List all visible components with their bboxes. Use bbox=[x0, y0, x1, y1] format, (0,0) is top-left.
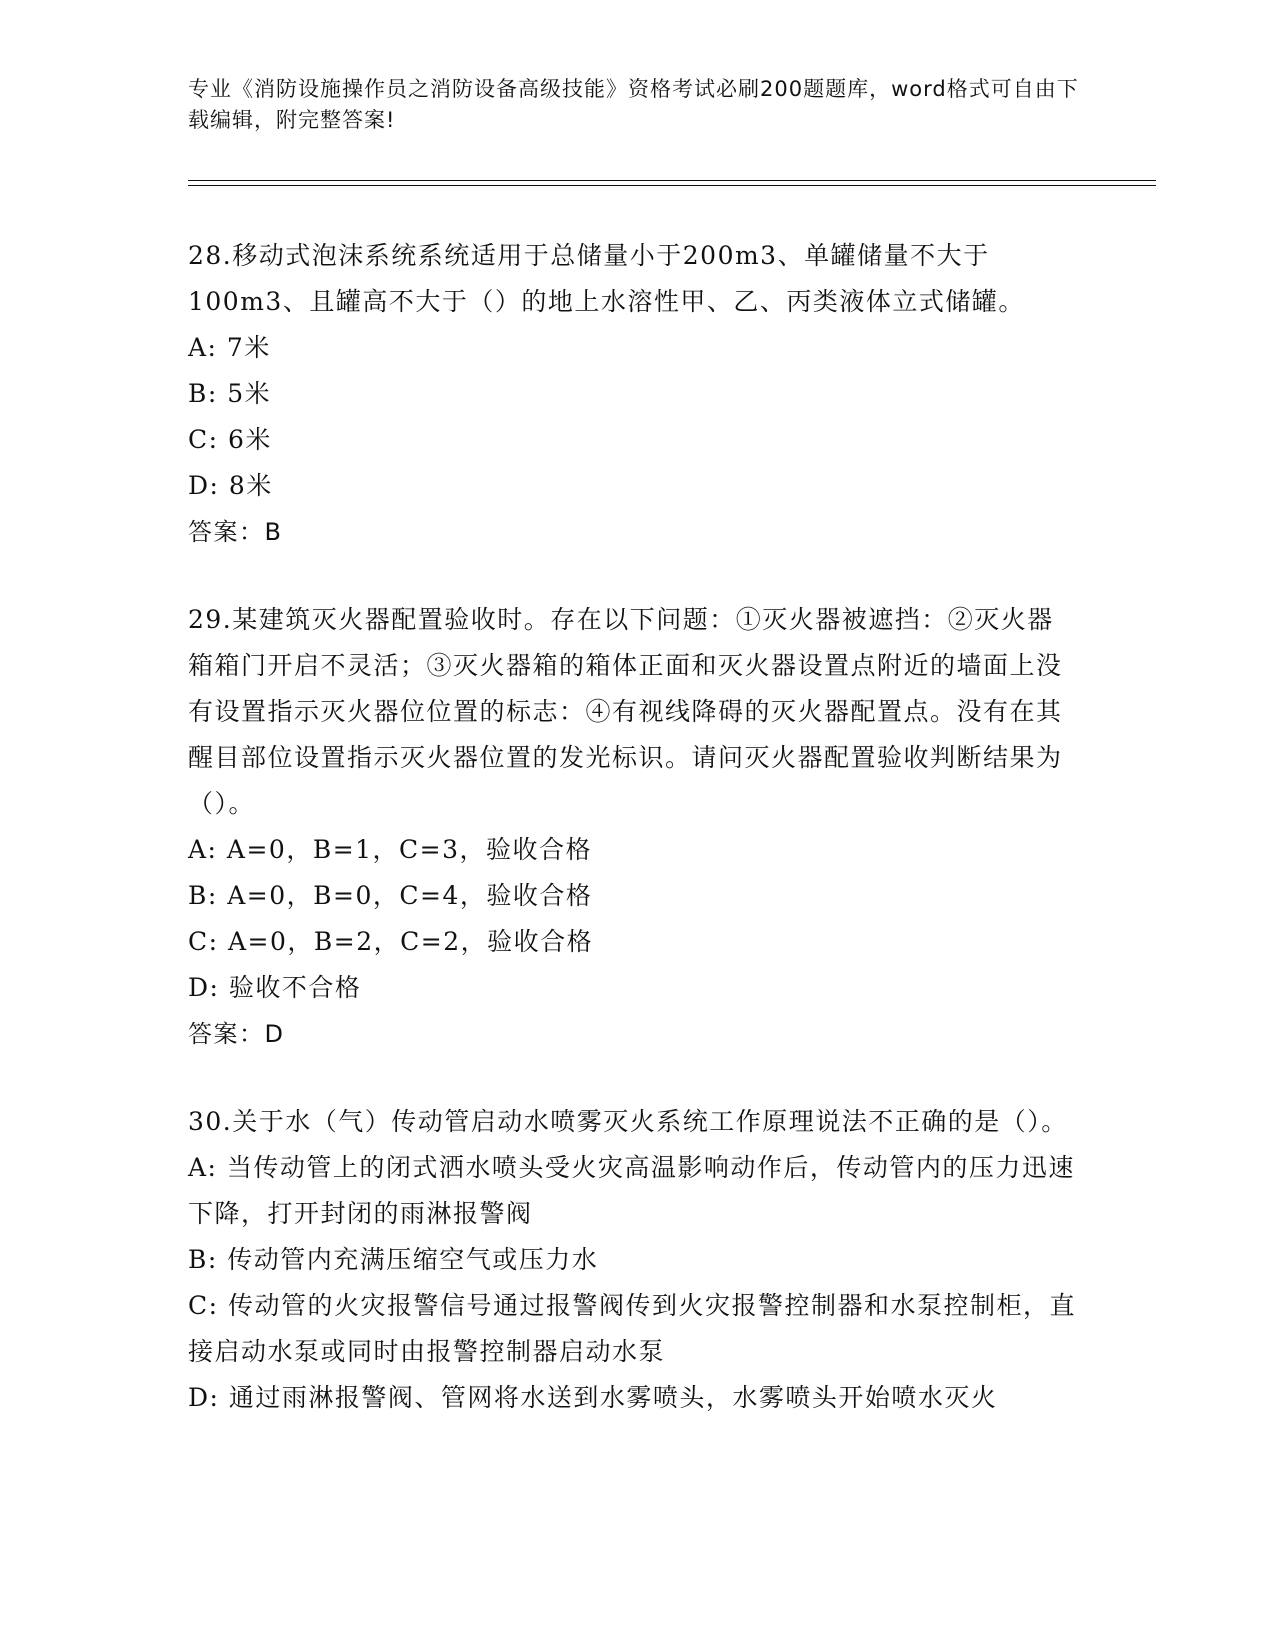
header-divider-top bbox=[188, 180, 1156, 181]
question-stem: 30.关于水（气）传动管启动水喷雾灭火系统工作原理说法不正确的是（）。 bbox=[188, 1107, 1068, 1136]
option-a: A: 当传动管上的闭式洒水喷头受火灾高温影响动作后，传动管内的压力迅速下降，打开封闭的雨淋报警阀 bbox=[188, 1153, 1075, 1228]
option-b: B: 5米 bbox=[188, 379, 272, 408]
question-stem: 28.移动式泡沫系统系统适用于总储量小于200m3、单罐储量不大于100m3、且罐高不大于（）的地上水溶性甲、乙、丙类液体立式储罐。 bbox=[188, 241, 1025, 316]
answer-line: 答案：D bbox=[188, 1020, 285, 1048]
option-d: D: 通过雨淋报警阀、管网将水送到水雾喷头，水雾喷头开始喷水灭火 bbox=[188, 1383, 998, 1412]
option-c: C: 6米 bbox=[188, 425, 272, 454]
option-a: A: 7米 bbox=[188, 333, 271, 362]
question-29 bbox=[188, 597, 1078, 1057]
option-b: B: 传动管内充满压缩空气或压力水 bbox=[188, 1245, 599, 1274]
header-divider-bottom bbox=[188, 185, 1156, 186]
option-c: C: A=0，B=2，C=2，验收合格 bbox=[188, 927, 594, 956]
question-30 bbox=[188, 1099, 1078, 1421]
option-b: B: A=0，B=0，C=4，验收合格 bbox=[188, 881, 593, 910]
option-a: A: A=0，B=1，C=3，验收合格 bbox=[188, 835, 593, 864]
question-28 bbox=[188, 233, 1078, 555]
question-stem: 29.某建筑灭火器配置验收时。存在以下问题：①灭火器被遮挡：②灭火器箱箱门开启不灵活；③灭火器箱的箱体正面和灭火器设置点附近的墙面上没有设置指示灭火器位位置的标志：④有视线降碍的灭火器配置点。没有在其醒目部位设置指示灭火器位置的发光标识。请问灭火器配置验收判断结果为（）。 bbox=[188, 605, 1063, 818]
answer-line: 答案：B bbox=[188, 518, 283, 546]
option-d: D: 验收不合格 bbox=[188, 973, 362, 1002]
option-c: C: 传动管的火灾报警信号通过报警阀传到火灾报警控制器和水泵控制柜，直接启动水泵或同时由报警控制器启动水泵 bbox=[188, 1291, 1077, 1366]
document-header: 专业《消防设施操作员之消防设备高级技能》资格考试必刷200题题库，word格式可自由下载编辑，附完整答案! bbox=[188, 77, 1079, 132]
question-list bbox=[188, 233, 1078, 1463]
option-d: D: 8米 bbox=[188, 471, 273, 500]
